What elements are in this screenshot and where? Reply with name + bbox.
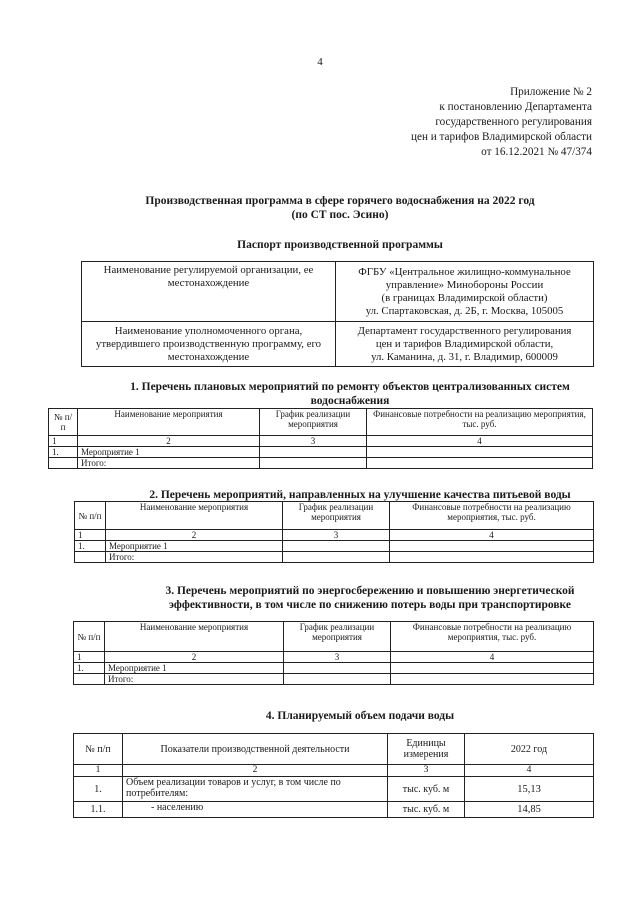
index-cell: 3 [284, 652, 391, 663]
table-row [49, 447, 593, 458]
passport-value-line: ФГБУ «Центральное жилищно-коммунальное [358, 265, 571, 278]
total-finance [390, 552, 594, 563]
index-cell: 4 [465, 765, 594, 777]
table-header-row [49, 409, 593, 436]
col-indicator-header: Показатели производственной деятельности [123, 734, 388, 765]
appendix-line: к постановлению Департамента [439, 101, 592, 113]
appendix-line: государственного регулирования [435, 116, 592, 128]
passport-heading: Паспорт производственной программы [237, 239, 443, 251]
row-schedule [284, 663, 391, 674]
section-4-table [73, 733, 594, 818]
total-schedule [283, 552, 390, 563]
passport-table [81, 261, 594, 367]
passport-value-line: ул. Каманина, д. 31, г. Владимир, 600009 [371, 350, 558, 363]
appendix-line: цен и тарифов Владимирской области [411, 131, 592, 143]
table-index-row [49, 436, 593, 447]
index-cell: 3 [388, 765, 465, 777]
table-index-row [75, 530, 594, 541]
section-1-title-line: 1. Перечень плановых мероприятий по ремонту объектов централизованных систем [130, 381, 570, 393]
index-cell: 2 [123, 765, 388, 777]
index-cell: 2 [105, 652, 284, 663]
row-finance [391, 663, 594, 674]
section-3-table [73, 621, 594, 685]
total-num [74, 674, 105, 685]
row-name: Мероприятие 1 [106, 541, 283, 552]
passport-value-line: Департамент государственного регулирования [357, 324, 572, 337]
passport-value-line: цен и тарифов Владимирской области, [375, 337, 554, 350]
document-title [60, 194, 620, 222]
index-cell: 3 [260, 436, 367, 447]
section-3-title [100, 584, 640, 612]
row-schedule [260, 447, 367, 458]
row-value: 15,13 [465, 777, 594, 802]
index-cell: 2 [78, 436, 260, 447]
section-4-title: 4. Планируемый объем подачи воды [265, 710, 455, 722]
section-2-table [74, 501, 594, 563]
total-finance [391, 674, 594, 685]
section-3-title-line: эффективности, в том числе по снижению потерь воды при транспортировке [169, 599, 571, 611]
title-line-2: (по СТ пос. Эсино) [291, 209, 389, 221]
row-finance [390, 541, 594, 552]
col-schedule-header: График реализации мероприятия [284, 622, 391, 652]
table-header-row [74, 734, 594, 765]
table-row [75, 541, 594, 552]
row-indicator: - населению [123, 802, 388, 818]
col-schedule-header: График реализации мероприятия [283, 502, 390, 530]
table-row [74, 663, 594, 674]
row-num: 1. [49, 447, 78, 458]
row-indicator: Объем реализации товаров и услуг, в том числе по потребителям: [123, 777, 388, 802]
table-row [74, 777, 594, 802]
passport-row [82, 262, 594, 322]
col-num-header: № п/п [75, 502, 106, 530]
passport-value-line: ул. Спартаковская, д. 2Б, г. Москва, 105005 [365, 304, 564, 317]
total-num [49, 458, 78, 469]
table-total-row [49, 458, 593, 469]
section-2-title: 2. Перечень мероприятий, направленных на улучшение качества питьевой воды [149, 489, 571, 501]
row-finance [367, 447, 593, 458]
col-num-header: № п/п [74, 734, 123, 765]
index-cell: 1 [74, 765, 123, 777]
passport-row [82, 322, 594, 367]
passport-label: Наименование регулируемой организации, ее местонахождение [82, 262, 336, 322]
title-line-1: Производственная программа в сфере горячего водоснабжения на 2022 год [145, 195, 535, 207]
row-value: 14,85 [465, 802, 594, 818]
col-finance-header: Финансовые потребности на реализацию мероприятия, тыс. руб. [390, 502, 594, 530]
total-num [75, 552, 106, 563]
section-1-table [48, 408, 593, 469]
col-name-header: Наименование мероприятия [105, 622, 284, 652]
index-cell: 1 [75, 530, 106, 541]
row-schedule [283, 541, 390, 552]
section-3-title-line: 3. Перечень мероприятий по энергосбережению и повышению энергетической [165, 585, 575, 597]
index-cell: 1 [74, 652, 105, 663]
col-finance-header: Финансовые потребности на реализацию мероприятия, тыс. руб. [367, 409, 593, 436]
col-unit-header: Единицы измерения [388, 734, 465, 765]
total-label: Итого: [105, 674, 284, 685]
index-cell: 1 [49, 436, 78, 447]
passport-value-line: управление» Минобороны России [385, 278, 544, 291]
row-unit: тыс. куб. м [388, 777, 465, 802]
row-unit: тыс. куб. м [388, 802, 465, 818]
index-cell: 4 [367, 436, 593, 447]
table-index-row [74, 765, 594, 777]
section-1-title-line: водоснабжения [310, 395, 390, 407]
table-header-row [74, 622, 594, 652]
index-cell: 3 [283, 530, 390, 541]
row-name: Мероприятие 1 [105, 663, 284, 674]
passport-value-line: (в границах Владимирской области) [381, 291, 548, 304]
col-schedule-header: График реализации мероприятия [260, 409, 367, 436]
index-cell: 4 [390, 530, 594, 541]
col-name-header: Наименование мероприятия [78, 409, 260, 436]
row-num: 1. [74, 663, 105, 674]
total-finance [367, 458, 593, 469]
table-total-row [74, 674, 594, 685]
appendix-line: от 16.12.2021 № 47/374 [481, 146, 592, 158]
col-finance-header: Финансовые потребности на реализацию мероприятия, тыс. руб. [391, 622, 594, 652]
page-number: 4 [317, 56, 323, 68]
row-num: 1. [75, 541, 106, 552]
index-cell: 2 [106, 530, 283, 541]
col-name-header: Наименование мероприятия [106, 502, 283, 530]
table-row [74, 802, 594, 818]
table-total-row [75, 552, 594, 563]
row-num: 1. [74, 777, 123, 802]
col-year-header: 2022 год [465, 734, 594, 765]
passport-value [336, 262, 594, 322]
index-cell: 4 [391, 652, 594, 663]
total-label: Итого: [78, 458, 260, 469]
total-schedule [260, 458, 367, 469]
appendix-block [411, 85, 592, 160]
passport-label: Наименование уполномоченного органа, утвердившего производственную программу, его местонахождение [82, 322, 336, 367]
row-num: 1.1. [74, 802, 123, 818]
passport-value [336, 322, 594, 367]
total-label: Итого: [106, 552, 283, 563]
col-num-header: № п/п [49, 409, 78, 436]
appendix-line: Приложение № 2 [510, 86, 592, 98]
total-schedule [284, 674, 391, 685]
table-header-row [75, 502, 594, 530]
section-1-title [95, 380, 605, 408]
row-name: Мероприятие 1 [78, 447, 260, 458]
table-index-row [74, 652, 594, 663]
col-num-header: № п/п [74, 622, 105, 652]
